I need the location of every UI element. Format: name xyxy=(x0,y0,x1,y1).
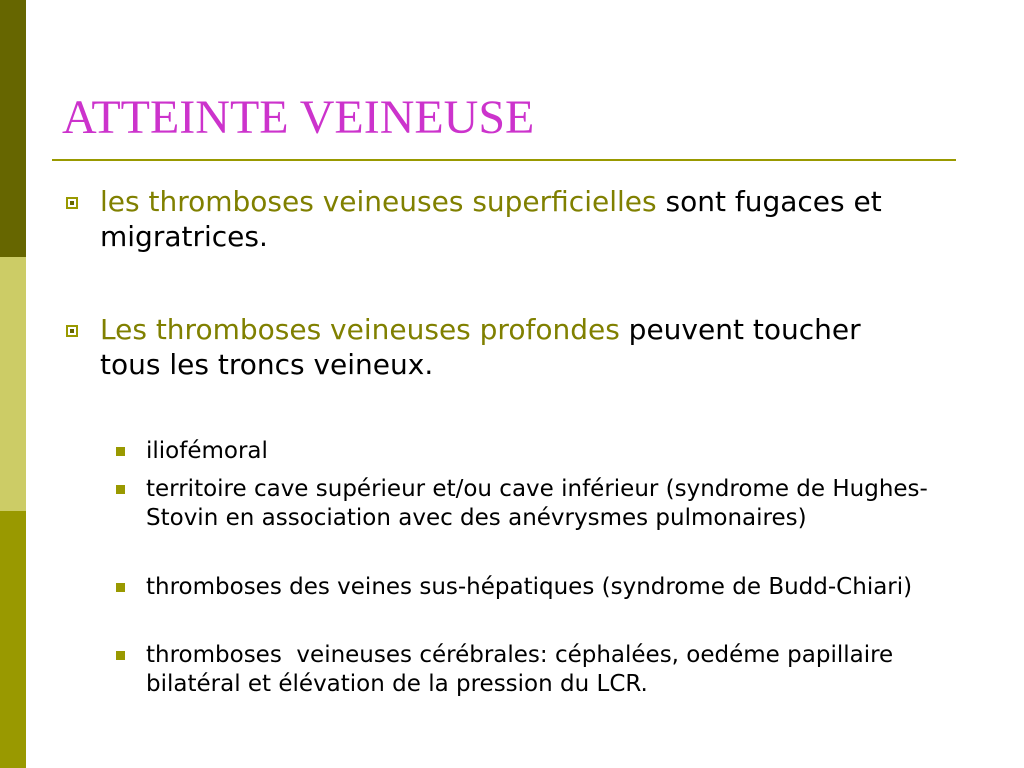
bullet-highlight: Les thromboses veineuses profondes xyxy=(100,313,620,346)
sub-bullet-item: iliofémoral xyxy=(146,438,268,464)
bullet-text: peuvent toucher tous les troncs veineux. xyxy=(100,313,861,381)
small-square-bullet-icon xyxy=(116,651,125,660)
square-bullet-icon xyxy=(66,197,78,209)
sub-bullet-item: territoire cave supérieur et/ou cave inférieur (syndrome de Hughes-Stovin en association avec des anévrysmes pulmonaires) xyxy=(146,476,928,531)
square-bullet-icon xyxy=(66,325,78,337)
small-square-bullet-icon xyxy=(116,485,125,494)
small-square-bullet-icon xyxy=(116,447,125,456)
bullet-text: sont fugaces et migratrices. xyxy=(100,185,882,253)
bullet-highlight: les thromboses veineuses superficielles xyxy=(100,185,657,218)
bullet-item-superficial xyxy=(100,184,920,254)
bullet-item-deep xyxy=(100,312,920,382)
sub-bullet-item: thromboses des veines sus-hépatiques (syndrome de Budd-Chiari) xyxy=(146,574,913,600)
sub-bullet-item: thromboses veineuses cérébrales: céphalées, oedéme papillaire bilatéral et élévation de la pression du LCR. xyxy=(146,642,901,697)
small-square-bullet-icon xyxy=(116,583,125,592)
slide-title: ATTEINTE VEINEUSE xyxy=(62,91,535,144)
